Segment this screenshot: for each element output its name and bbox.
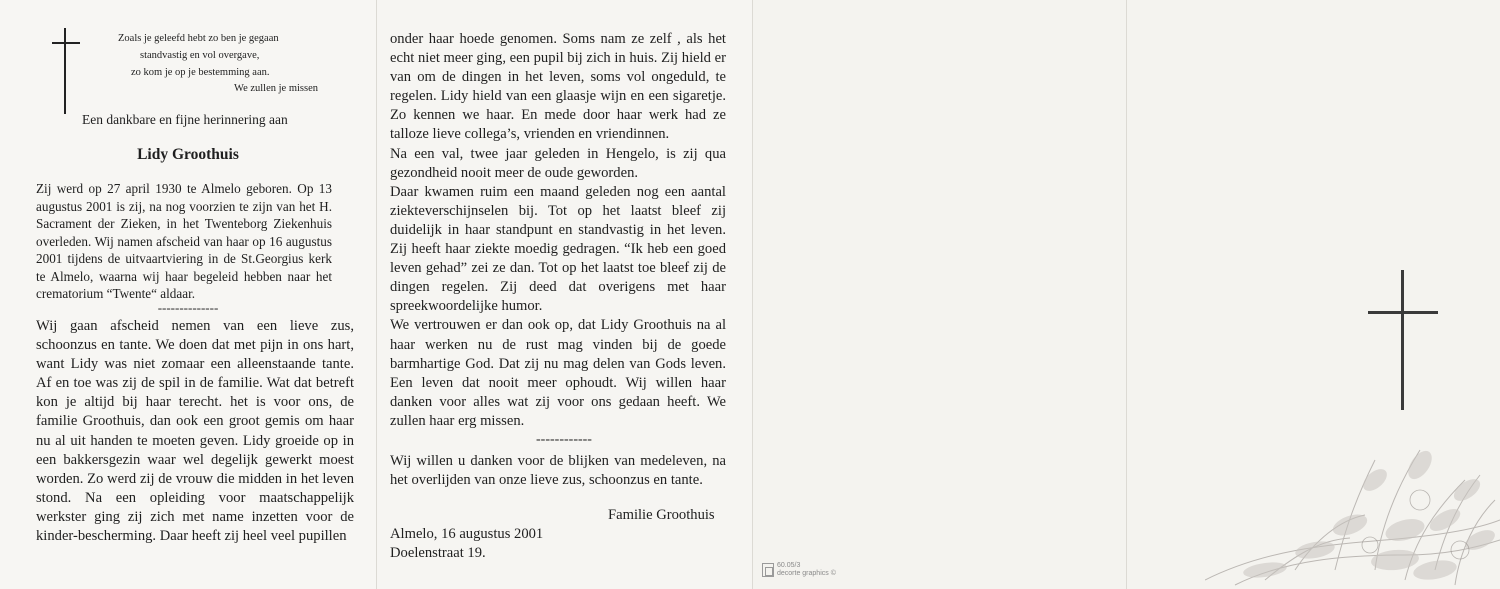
flower-decoration (1205, 420, 1500, 589)
address: Doelenstraat 19. (390, 545, 486, 561)
poem-line: Zoals je geleefd hebt zo ben je gegaan (118, 33, 279, 44)
fold-line (376, 0, 377, 589)
thanks-text: Wij willen u danken voor de blijken van medeleven, na het overlijden van onze lieve zus, schoonzus en tante. (390, 453, 726, 489)
poem-line: We zullen je missen (234, 83, 319, 94)
printer-logo (762, 562, 836, 578)
deceased-name: Lidy Groothuis (137, 146, 239, 163)
printer-name: decorte graphics © (777, 570, 836, 577)
memorial-text-part-2: onder haar hoede genomen. Soms nam ze zelf , als het echt niet meer ging, een pupil bij zich in huis. Zij hield er van om de dingen in het leven, soms vol ongeduld, te regelen. Lidy hield van een glaasje wijn en een sigaretje. Zo kennen we haar. En mede door haar werk had ze talloze lieve collega’s, vrienden en vriendinnen. Na een val, twee jaar geleden in Hengelo, is zij qua gezondheid nooit meer de oude geworden. Daar kwamen ruim een maand geleden nog een aantal ziekteverschijnselen bij. Tot op het laatst bleef zij duidelijk in haar standpunt en standvastig in het leven. Zij heeft haar ziekte moedig gedragen. “Ik heb een goed leven gehad” zei ze dan. Tot op het laatst toe bleef zij de dingen regelen. Zij deed dat overigens met haar spreekwoordelijke humor. We vertrouwen er dan ook op, dat Lidy Groothuis na al haar werken nu de rust mag vinden bij de goede barmhartige God. Dat zij nu mag delen van Gods leven. Een leven dat nooit meer ophoudt. Wij willen haar danken voor alles wat zij voor ons gedaan heeft. We zullen haar erg missen. (390, 31, 726, 429)
page-panel-3 (752, 0, 1126, 589)
place-date: Almelo, 16 augustus 2001 (390, 526, 544, 542)
poem-line: zo kom je op je bestemming aan. (131, 67, 270, 78)
fold-line (752, 0, 753, 589)
printer-logo-icon (762, 563, 774, 577)
memorial-text-part-1: Wij gaan afscheid nemen van een lieve zus, schoonzus en tante. We doen dat met pijn in ons hart, want Lidy was niet zomaar een alleenstaande tante. Af en toe was zij de spil in de familie. Wat dat betreft kon je altijd bij haar terecht. het is voor ons, de familie Groothuis, dan ook een groot gemis om haar nu al uit handen te moeten geven. Lidy groeide op in een bakkersgezin waar wel degelijk gewerkt moest worden. Zo werd zij de vrouw die midden in het leven stond. Na een opleiding voor maatschappelijk werkster ging zij zich met name inzetten voor de kinder-bescherming. Daar heeft zij heel veel pupillen (36, 318, 354, 545)
fold-line (1126, 0, 1127, 589)
poem-line: standvastig en vol overgave, (140, 50, 260, 61)
biography-text: Zij werd op 27 april 1930 te Almelo geboren. Op 13 augustus 2001 is zij, na nog voorzien te zijn van het H. Sacrament der Zieken, in het Twenteborg Ziekenhuis overleden. Wij namen afscheid van haar op 16 augustus 2001 tijdens de uitvaartviering in de St.Georgius kerk te Almelo, waarna wij haar begeleid hebben naar het crematorium “Twente“ aldaar. (36, 181, 332, 301)
cross-icon (52, 28, 80, 114)
cross-icon (1368, 270, 1438, 410)
signature: Familie Groothuis (608, 507, 715, 523)
separator: -------------- (157, 300, 219, 315)
separator: ------------ (536, 432, 592, 447)
intro-text: Een dankbare en fijne herinnering aan (82, 112, 288, 127)
printer-code: 60.05/3 (777, 562, 801, 569)
